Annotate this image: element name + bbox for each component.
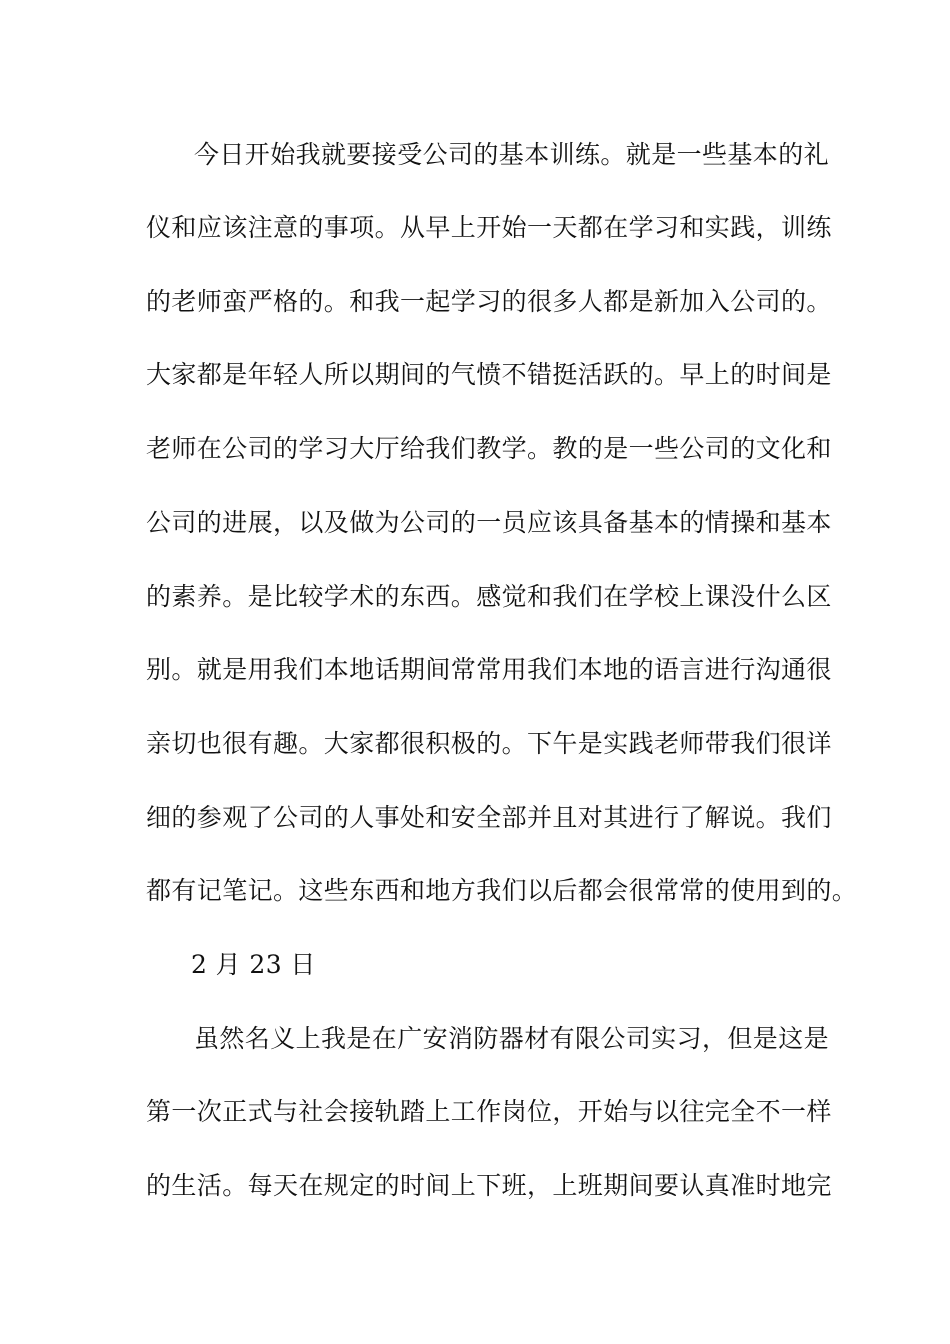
paragraph-line: 公司的进展，以及做为公司的一员应该具备基本的情操和基本 <box>146 508 832 537</box>
paragraph-line: 大家都是年轻人所以期间的气愤不错挺活跃的。早上的时间是 <box>146 360 832 389</box>
paragraph-line: 的素养。是比较学术的东西。感觉和我们在学校上课没什么区 <box>146 582 832 611</box>
paragraph-line: 亲切也很有趣。大家都很积极的。下午是实践老师带我们很详 <box>146 729 832 758</box>
paragraph-line: 的老师蛮严格的。和我一起学习的很多人都是新加入公司的。 <box>146 287 832 316</box>
paragraph-line: 老师在公司的学习大厅给我们教学。教的是一些公司的文化和 <box>146 434 832 463</box>
paragraph-line: 今日开始我就要接受公司的基本训练。就是一些基本的礼 <box>194 140 830 169</box>
paragraph-line: 虽然名义上我是在广安消防器材有限公司实习，但是这是 <box>194 1024 830 1053</box>
paragraph-line: 仪和应该注意的事项。从早上开始一天都在学习和实践，训练 <box>146 213 832 242</box>
paragraph-line: 第一次正式与社会接轨踏上工作岗位，开始与以往完全不一样 <box>146 1097 832 1126</box>
paragraph-line: 细的参观了公司的人事处和安全部并且对其进行了解说。我们 <box>146 803 832 832</box>
date-heading: 2 月 23 日 <box>191 950 316 979</box>
paragraph-line: 的生活。每天在规定的时间上下班，上班期间要认真准时地完 <box>146 1171 832 1200</box>
paragraph-line: 都有记笔记。这些东西和地方我们以后都会很常常的使用到的。 <box>146 876 858 905</box>
paragraph-line: 别。就是用我们本地话期间常常用我们本地的语言进行沟通很 <box>146 655 832 684</box>
